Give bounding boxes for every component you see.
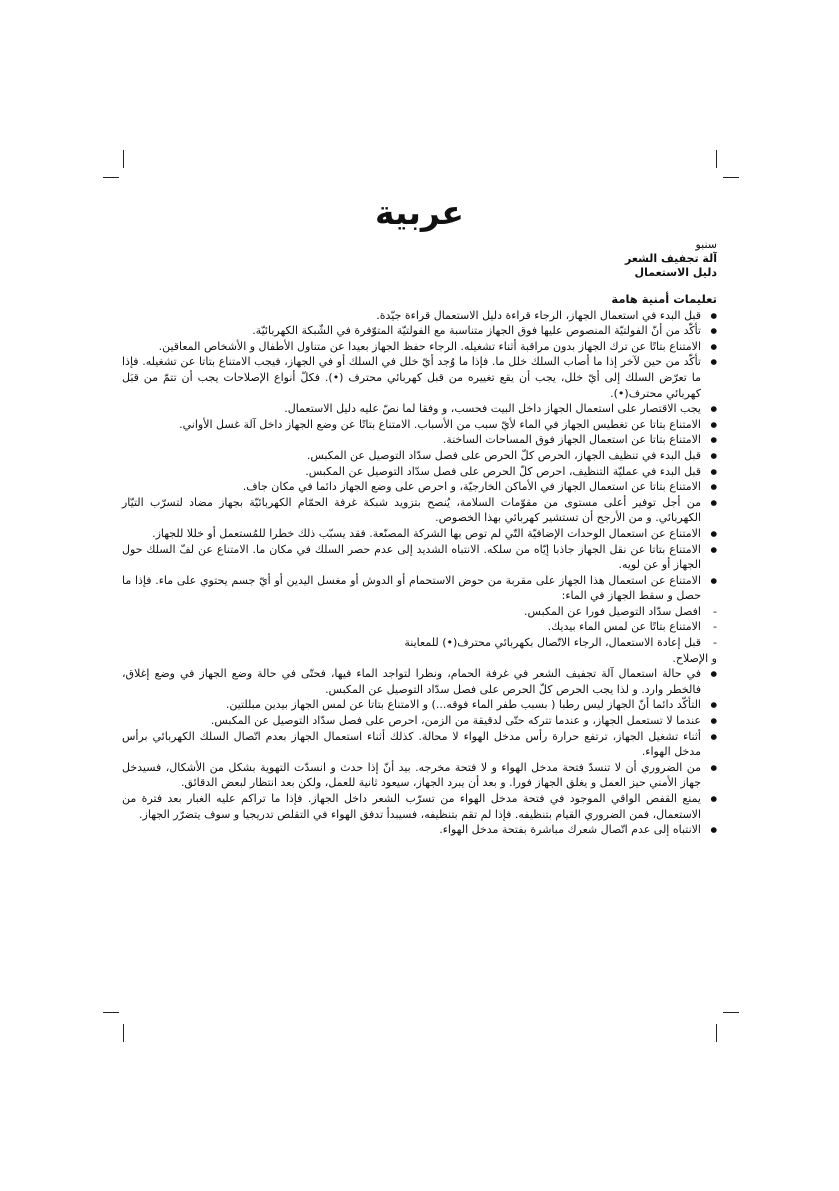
- list-item: ● الامتناع بتاتا عن تغطيس الجهاز في الماء لأيّ سبب من الأسباب. الامتناع بتاتًا عن وضع الجهاز داخل آلة غسل الأواني.: [122, 417, 717, 433]
- list-item: ● الامتناع بتاتا عن نقل الجهاز جاذبا إيّاه من سلكه. الانتباه الشديد إلى عدم حصر السلك في مكان ما. الامتناع عن لفّ السلك حول الجهاز أو عن لويه.: [122, 542, 717, 573]
- crop-mark-top-left-horizontal: [103, 177, 119, 178]
- crop-mark-bottom-left-horizontal: [103, 1012, 119, 1013]
- list-item: ● من الضروري أن لا تنسدّ فتحة مدخل الهواء و لا فتحة مخرجه. بيد أنّ إذا حدث و انسدّت التهوية بشكل من الأشكال، فسيدخل جهاز الأمني حيز العمل و يغلق الجهاز فورا. و بعد أن يبرد الجهاز، سيعود ثانية للعمل، ولكن بعد انتظار لبعض الدقائق.: [122, 760, 717, 791]
- crop-mark-top-right-vertical: [716, 150, 717, 168]
- manual-title: دليل الاستعمال: [634, 266, 717, 279]
- list-item: ● الامتناع بتاتا عن استعمال الجهاز في الأماكن الخارجيّة، و احرص على وضع الجهاز دائما في مكان جاف.: [122, 479, 717, 495]
- crop-mark-top-right-horizontal: [723, 177, 739, 178]
- list-item: ● الامتناع عن استعمال هذا الجهاز على مقربة من حوض الاستحمام أو الدوش أو مغسل اليدين أو أيّ جسم يحتوي على ماء. فإذا ما حصل و سقط الجهاز في الماء:: [122, 573, 717, 604]
- list-item: ● عندما لا تستعمل الجهاز، و عندما تتركه حتّى لدقيقة من الزمن، احرص على فصل سدّاد التوصيل عن المكبس.: [122, 713, 717, 729]
- list-item: ● قبل البدء في استعمال الجهاز، الرجاء قراءة دليل الاستعمال قراءة جيّدة.: [122, 308, 717, 324]
- list-item: ● تأكّد من أنّ الفولتيّة المنصوص عليها فوق الجهاز متناسبة مع الفولتيّة المتوّفرة في الشّبكة الكهربائيّة.: [122, 323, 717, 339]
- safety-heading: تعليمات أمنية هامة: [611, 292, 717, 306]
- list-item: ● الامتناع عن استعمال الوحدات الإضافيّة التّي لم توص بها الشركة المصنّعة. فقد يسبّب ذلك خطرا للمُستعمل أو خللا للجهاز.: [122, 526, 717, 542]
- list-item: ● في حالة استعمال آلة تجفيف الشعر في غرفة الحمام، ونظرا لتواجد الماء فيها، فحتّى في حالة وضع الجهاز في وضع إغلاق، فالخطر وارد. و لذا يجب الحرص كلّ الحرص على فصل سدّاد التوصيل عن المكبس.: [122, 666, 717, 697]
- brand-name: سنبو: [695, 238, 717, 251]
- list-item: ● من أجل توفير أعلى مستوى من مقوّمات السلامة، يُنصح بتزويد شبكة غرفة الحمّام الكهربائيّة بجهاز مضاد لتسرّب التيّار الكهربائي. و من الأرجح أن تستشير كهربائي بهذا الخصوص.: [122, 495, 717, 526]
- list-item: ● الانتباه إلى عدم اتّصال شعرك مباشرة بفتحة مدخل الهواء.: [122, 822, 717, 838]
- list-item: ● قبل البدء في تنظيف الجهاز، الحرص كلّ الحرص على فصل سدّاد التوصيل عن المكبس.: [122, 448, 717, 464]
- sub-list-item: - افصل سدّاد التوصيل فورا عن المكبس.: [122, 604, 717, 620]
- crop-mark-bottom-left-vertical: [123, 1024, 124, 1042]
- list-item: ● يمنع القفص الواقي الموجود في فتحة مدخل الهواء من تسرّب الشعر داخل الجهاز. فإذا ما تراكم عليه الغبار بعد فترة من الاستعمال، فمن الضروري القيام بتنظيفه. فإذا لم تقم بتنظيفه، فسيبدأ تدفق الهواء في التقلص تدريجيا و سوف يتضرّر الجهاز.: [122, 791, 717, 822]
- product-info: [625, 238, 717, 280]
- crop-mark-bottom-right-horizontal: [723, 1012, 739, 1013]
- crop-mark-bottom-right-vertical: [716, 1024, 717, 1042]
- list-item: ● الامتناع بتاتًا عن ترك الجهاز بدون مراقبة أثناء تشغيله. الرجاء حفظ الجهاز بعيدا عن متناول الأطفال و الأشخاص المعاقين.: [122, 339, 717, 355]
- list-item: ● يجب الاقتصار على استعمال الجهاز داخل البيت فحسب، و وفقا لما نصّ عليه دليل الاستعمال.: [122, 401, 717, 417]
- list-item: ● أثناء تشغيل الجهاز، ترتفع حرارة رأس مدخل الهواء لا محالة. كذلك أثناء استعمال الجهاز بعدم اتّصال السلك الكهربائي برأس مدخل الهواء.: [122, 729, 717, 760]
- sub-list-item: - الامتناع بتاتًا عن لمس الماء بيديك.: [122, 619, 717, 635]
- product-name: آلة تجفيف الشعر: [625, 252, 717, 265]
- sub-list-item: - قبل إعادة الاستعمال، الرجاء الاتّصال بكهربائي محترف(•) للمعاينة: [122, 635, 717, 651]
- list-item: ● قبل البدء في عمليّة التنظيف، احرص كلّ الحرص على فصل سدّاد التوصيل عن المكبس.: [122, 464, 717, 480]
- safety-instructions: [122, 292, 717, 838]
- page-title: عربية: [375, 193, 464, 232]
- list-item: ● تأكّد من حين لآخر إذا ما أصاب السلك خلل ما. فإذا ما وُجد أيّ خلل في السلك أو في الجهاز، فيجب الامتناع بتاتا عن تشغيله. فإذا ما تعرّض السلك إلى أيّ خلل، يجب أن يقع تغييره من قبل كهربائي محترف (•). فكلّ أنواع الإصلاحات يجب أن تتمّ من قبَل كهربائي محترف(•).: [122, 354, 717, 401]
- list-item: ● التأكّد دائما أنّ الجهاز ليس رطبا ( بسبب طفر الماء فوقه...) و الامتناع بتاتا عن لمس الجهاز بيدين مبللتين.: [122, 697, 717, 713]
- list-item: ● الامتناع بتاتا عن استعمال الجهاز فوق المساحات الساخنة.: [122, 432, 717, 448]
- crop-mark-top-left-vertical: [123, 150, 124, 168]
- safety-list: [122, 308, 717, 838]
- list-continuation: و الإصلاح.: [672, 651, 717, 665]
